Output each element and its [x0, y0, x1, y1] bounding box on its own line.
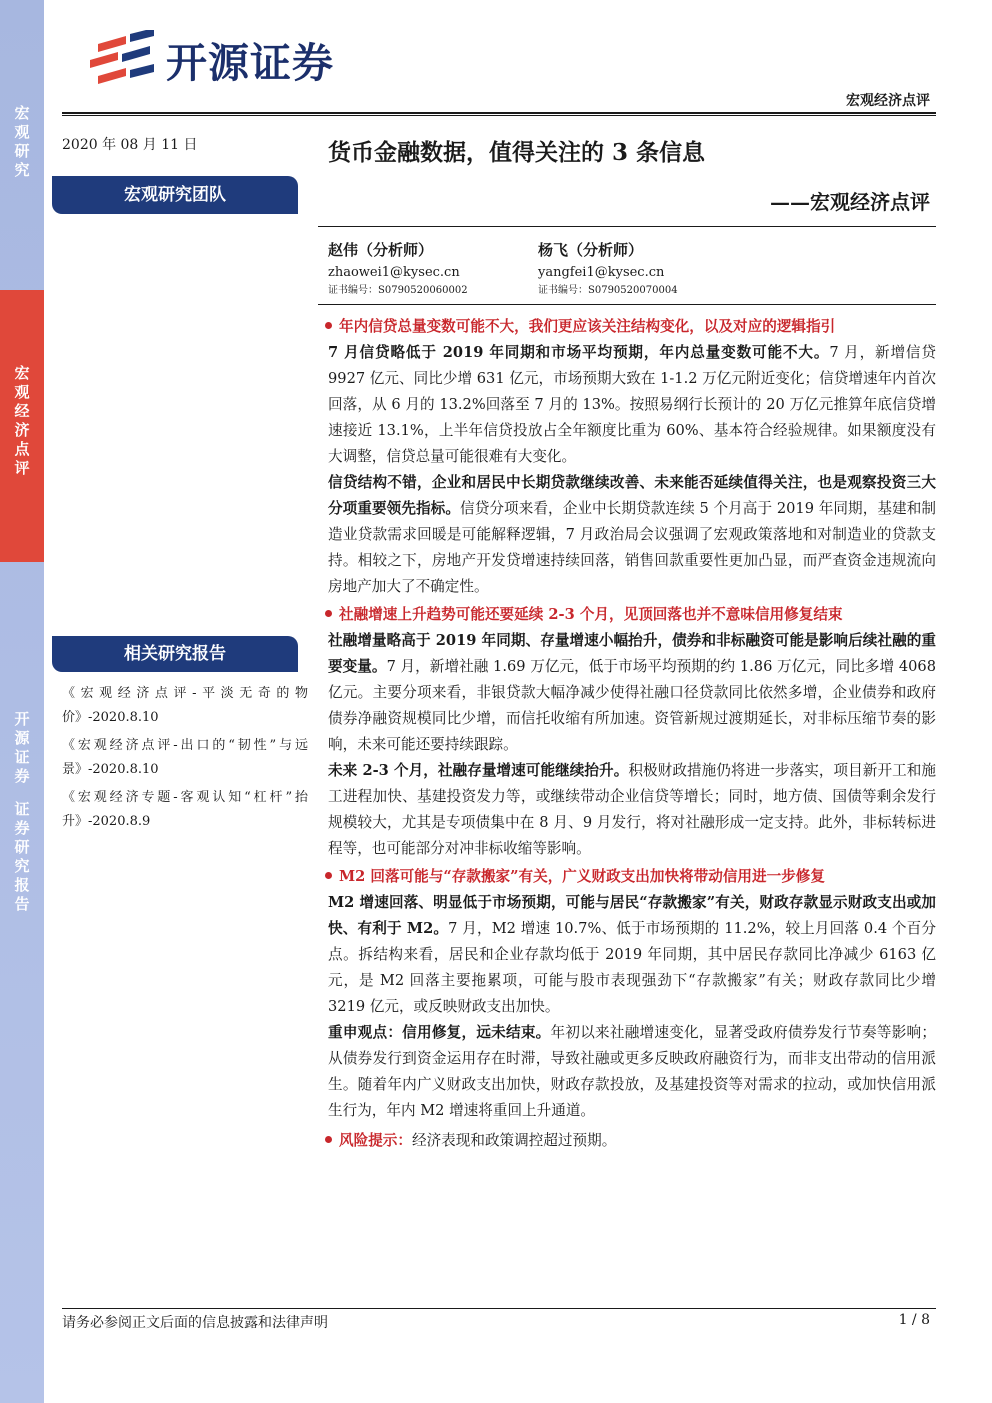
section-paragraph: 社融增量略高于 2019 年同期、存量增速小幅抬升，债券和非标融资可能是影响后续社融的重要变量。7 月，新增社融 1.69 万亿元，低于市场平均预期的约 1.86 万亿元，同比多增 4068 亿元。主要分项来看，非银贷款大幅净减少使得社融口径贷款同比依然多增，企业债券和政府债券净融资规模同比少增，而信托收缩有所加速。资管新规过渡期延长，对非标压缩节奏的影响，未来可能还要持续跟踪。 [328, 632, 936, 753]
analyst-name: 杨飞（分析师） [538, 241, 644, 259]
section [328, 602, 936, 862]
related-report-link[interactable]: 《宏观经济点评-平淡无奇的物价》-2020.8.10 [62, 686, 308, 725]
bullet-icon [325, 610, 332, 617]
header-category: 宏观经济点评 [846, 93, 930, 109]
analyst-email[interactable]: yangfei1@kysec.cn [538, 265, 665, 280]
section-paragraph: 重申观点：信用修复，远未结束。年初以来社融增速变化，显著受政府债券发行节奏等影响；从债券发行到资金运用存在时滞，导致社融或更多反映政府融资行为，而非支出带动的信用派生。随着年内广义财政支出加快，财政存款投放，及基建投资等对需求的拉动，或加快信用派生行为，年内 M2 增速将重回上升通道。 [328, 1024, 936, 1119]
section [328, 314, 936, 600]
team-badge: 宏观研究团队 [52, 176, 298, 214]
report-subtitle: ——宏观经济点评 [770, 190, 930, 214]
analyst-card [538, 238, 678, 299]
analyst-cert: 证书编号：S0790520070004 [538, 285, 678, 296]
analyst-card [328, 238, 468, 299]
section-paragraph: M2 增速回落、明显低于市场预期，可能与居民“存款搬家”有关，财政存款显示财政支出或加快、有利于 M2。7 月，M2 增速 10.7%、低于市场预期的 11.2%，较上月回落 0.4 个百分点。拆结构来看，居民和企业存款均低于 2019 年同期，其中居民存款同比净减少 6163 亿元，是 M2 回落主要拖累项，可能与股市表现强劲下“存款搬家”有关；财政存款同比少增 3219 亿元，或反映财政支出加快。 [328, 894, 937, 1015]
related-reports-list [62, 682, 308, 838]
risk-label: 风险提示： [339, 1132, 412, 1149]
analyst-divider [318, 304, 936, 305]
header-divider [62, 112, 936, 114]
bullet-icon [325, 872, 332, 879]
analyst-cert: 证书编号：S0790520060002 [328, 285, 468, 296]
report-date: 2020 年 08 月 11 日 [62, 137, 198, 153]
analyst-name: 赵伟（分析师） [328, 241, 434, 259]
page-number: 1 / 8 [898, 1312, 930, 1328]
section-heading: M2 回落可能与“存款搬家”有关，广义财政支出加快将带动信用进一步修复 [325, 864, 933, 890]
section-paragraph: 7 月信贷略低于 2019 年同期和市场平均预期，年内总量变数可能不大。7 月，新增信贷 9927 亿元、同比少增 631 亿元，市场预期大致在 1-1.2 万亿元附近变化；信贷增速年内首次回落，从 6 月的 13.2%回落至 7 月的 13%。按照易纲行长预计的 20 万亿元推算年底信贷增速接近 13.1%，上半年信贷投放占全年额度比重为 60%、基本符合经验规律。如果额度没有大调整，信贷总量可能很难有大变化。 [328, 344, 936, 465]
related-reports-badge: 相关研究报告 [52, 636, 298, 672]
sidebar-bottom-label: 开 源 证 券 证 券 研 究 报 告 [14, 710, 30, 913]
bullet-icon [325, 1136, 332, 1143]
report-title: 货币金融数据，值得关注的 3 条信息 [328, 139, 706, 166]
risk-notice [325, 1128, 933, 1154]
risk-text: 经济表现和政策调控超过预期。 [411, 1132, 617, 1149]
section-paragraph: 信贷结构不错，企业和居民中长期贷款继续改善、未来能否延续值得关注，也是观察投资三大分项重要领先指标。信贷分项来看，企业中长期贷款连续 5 个月高于 2019 年同期，基建和制造业贷款需求回暖是可能解释逻辑，7 月政治局会议强调了宏观政策落地和对制造业的贷款支持。相较之下，房地产开发贷增速持续回落，销售回款重要性更加凸显，而严查资金违规流向房地产加大了不确定性。 [328, 474, 936, 595]
analyst-email[interactable]: zhaowei1@kysec.cn [328, 265, 460, 280]
sidebar [0, 0, 44, 1403]
sidebar-mid-label: 宏 观 经 济 点 评 [14, 364, 30, 477]
section-paragraph: 未来 2-3 个月，社融存量增速可能继续抬升。积极财政措施仍将进一步落实，项目新开工和施工进程加快、基建投资发力等，或继续带动企业信贷等增长；同时，地方债、国债等剩余发行规模较大，尤其是专项债集中在 8 月、9 月发行，将对社融形成一定支持。此外，非标转标进程等，也可能部分对冲非标收缩等影响。 [328, 762, 936, 857]
related-report-link[interactable]: 《宏观经济专题-客观认知“杠杆”抬升》-2020.8.9 [62, 790, 308, 829]
footer-disclaimer: 请务必参阅正文后面的信息披露和法律声明 [62, 1315, 328, 1331]
section-heading: 年内信贷总量变数可能不大，我们更应该关注结构变化，以及对应的逻辑指引 [325, 314, 933, 340]
report-body [328, 314, 936, 1154]
logo-mark-icon [88, 30, 160, 88]
sidebar-top-label: 宏 观 研 究 [14, 104, 30, 179]
related-report-link[interactable]: 《宏观经济点评-出口的“韧性”与远景》-2020.8.10 [62, 738, 308, 777]
footer-divider [62, 1308, 936, 1309]
title-divider [318, 226, 936, 227]
bullet-icon [325, 322, 332, 329]
logo-text: 开源证券 [166, 39, 334, 87]
section [328, 864, 936, 1124]
header-divider-thin [62, 115, 936, 116]
section-heading: 社融增速上升趋势可能还要延续 2-3 个月，见顶回落也并不意味信用修复结束 [325, 602, 933, 628]
